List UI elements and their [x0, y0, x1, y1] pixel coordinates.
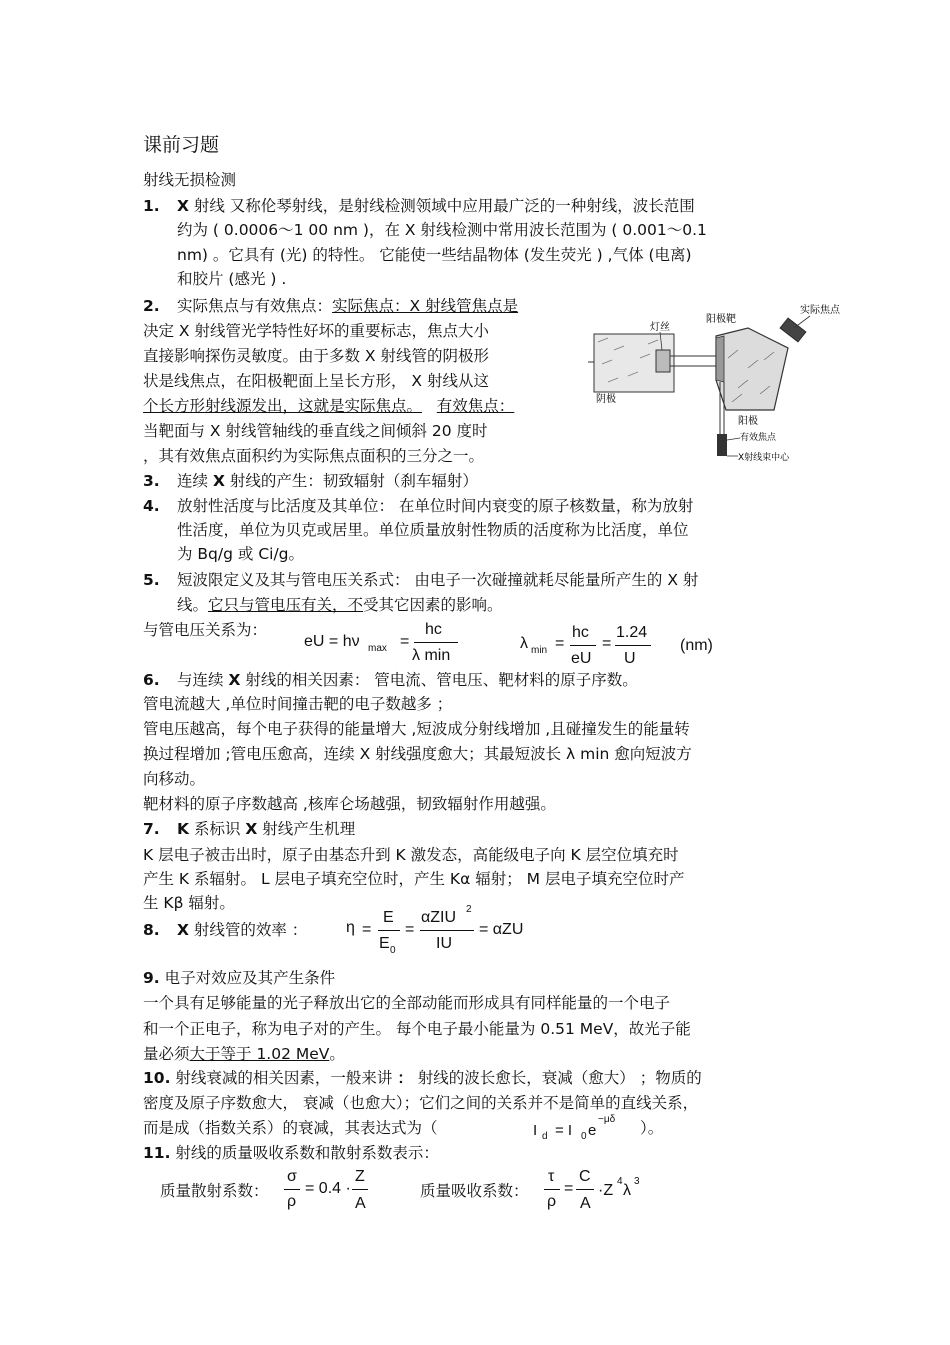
- q7-line-1: K 层电子被击出时，原子由基态升到 K 激发态，高能级电子向 K 层空位填充时: [143, 846, 679, 864]
- s-den: ρ: [287, 1193, 297, 1210]
- a-lambda: λ: [623, 1182, 631, 1199]
- f2-num2: 1.24: [616, 624, 648, 641]
- q10-I-sub: d: [542, 1131, 548, 1142]
- q9-title-line: [143, 968, 335, 988]
- f2-den2: U: [624, 650, 636, 667]
- f2-den1: eU: [571, 650, 592, 667]
- label-anode-target: 阳极靶: [706, 314, 736, 325]
- a-den2: A: [580, 1195, 591, 1212]
- q5-line-2-c: 不: [347, 596, 364, 614]
- q7-k: K: [177, 820, 190, 838]
- q2-line-7: ，其有效焦点面积约为实际焦点面积的三分之一。: [143, 447, 485, 465]
- s-den2: A: [355, 1195, 366, 1212]
- q2-heading: 实际焦点与有效焦点：: [177, 297, 333, 315]
- a-eq: =: [564, 1180, 574, 1197]
- s-num: σ: [287, 1168, 297, 1185]
- q8-num2-sup: 2: [466, 904, 472, 915]
- q6-line-3: 管电压越高，每个电子获得的能量增大 ,短波成分射线增加 ,且碰撞发生的能量转: [143, 720, 690, 738]
- q7-title-b: 系标识: [189, 820, 246, 838]
- q9-line-3-b: 大于等于 1.02 MeV: [189, 1045, 330, 1063]
- q8-x: X: [177, 921, 189, 939]
- q8-eta: η: [346, 919, 355, 936]
- q1-line-4: 和胶片 (感光 ) .: [177, 270, 287, 288]
- q10-line-1-a: 射线衰减的相关因素，一般来讲: [170, 1069, 398, 1087]
- f1-lhs: eU = hν: [304, 633, 360, 650]
- q9-line-3-a: 量必须: [143, 1045, 190, 1063]
- q9-line-3-c: 。: [329, 1045, 345, 1063]
- f2-eq2: =: [602, 635, 612, 652]
- f2-lambda: λ: [520, 635, 528, 652]
- f2-num1: hc: [572, 624, 589, 641]
- q5-line-2-b: 它只与管电压有关，: [208, 596, 348, 614]
- q8-eq2: =: [405, 921, 415, 938]
- q7-x: X: [245, 820, 258, 838]
- q9-line-2: 和一个正电子，称为电子对的产生。 每个电子最小能量为 0.51 MeV，故光子能: [143, 1020, 691, 1038]
- q10-line-3-end: ）。: [640, 1119, 664, 1137]
- q10-line-1-c: 射线的波长愈长，衰减（愈大） ；物质的: [412, 1069, 702, 1087]
- f2-eq1: =: [555, 635, 565, 652]
- a-z: ·Z: [598, 1182, 614, 1199]
- q11-number: 11.: [143, 1144, 171, 1162]
- s-eq: = 0.4 ·: [305, 1180, 351, 1197]
- label-beam-center: X射线束中心: [738, 453, 790, 463]
- q11-title-line: [143, 1143, 439, 1163]
- q2-line-3: 直接影响探伤灵敏度。由于多数 X 射线管的阴极形: [143, 347, 489, 365]
- a-sup1: 4: [617, 1176, 623, 1187]
- q2-line-4: 状是线焦点，在阳极靶面上呈长方形， X 射线从这: [143, 372, 489, 390]
- q9-line-1: 一个具有足够能量的光子释放出它的全部动能而形成具有同样能量的一个电子: [143, 994, 671, 1012]
- q5-line-2-d: 受其它因素的影响。: [363, 596, 503, 614]
- a-sup2: 3: [634, 1176, 640, 1187]
- label-actual-focus: 实际焦点: [800, 305, 840, 316]
- q3-x: X: [212, 472, 225, 490]
- q8-den1-sub: 0: [390, 945, 396, 956]
- a-num: τ: [548, 1168, 555, 1185]
- s-num2: Z: [355, 1168, 365, 1185]
- q10-I: I: [533, 1122, 538, 1139]
- q2-actual-focus-term: 实际焦点：: [332, 297, 410, 315]
- q7-number: 7.: [143, 820, 160, 838]
- q6-line-5: 向移动。: [143, 770, 206, 788]
- q5-line-2: [177, 595, 503, 615]
- q2-line-5-text: 个长方形射线源发出，这就是实际焦点。: [143, 397, 423, 415]
- a-den: ρ: [547, 1193, 557, 1210]
- q2-line-2: 决定 X 射线管光学特性好坏的重要标志，焦点大小: [143, 322, 489, 340]
- q4-line-3: 为 Bq/g 或 Ci/g。: [177, 545, 305, 563]
- q10-exponent: −μδ: [598, 1114, 616, 1125]
- q8-eq3: = αZU: [479, 921, 524, 938]
- q6-x: X: [228, 671, 241, 689]
- q6-line-2: 管电流越大 ,单位时间撞击靶的电子数越多 ；: [143, 695, 453, 713]
- q6-line-6: 靶材料的原子序数越高 ,核库仑场越强，韧致辐射作用越强。: [143, 795, 556, 813]
- q10-number: 10.: [143, 1069, 171, 1087]
- a-num2: C: [579, 1168, 591, 1185]
- q4-line-2: 性活度，单位为贝克或居里。单位质量放射性物质的活度称为比活度，单位: [177, 521, 689, 539]
- q1-line-1-text: 射线 又称伦琴射线，是射线检测领域中应用最广泛的一种射线，波长范围: [188, 197, 695, 215]
- q2-line-5: [143, 396, 514, 416]
- q6-number: 6.: [143, 671, 160, 689]
- q10-line-3: 而是成（指数关系）的衰减，其表达式为（: [143, 1119, 438, 1137]
- q8-num2: αZIU: [421, 909, 457, 926]
- q1-x: X: [177, 197, 189, 215]
- q6-line-4: 换过程增加 ;管电压愈高，连续 X 射线强度愈大；其最短波长 λ min 愈向短波方: [143, 745, 692, 763]
- q2-number: 2.: [143, 297, 160, 315]
- q6-line-1: [177, 670, 638, 690]
- q8-text-b: 射线管的效率 ：: [188, 921, 308, 939]
- q8-den2: IU: [436, 935, 452, 952]
- q6-line-1-c: 射线的相关因素： 管电流、管电压、靶材料的原子序数。: [240, 671, 638, 689]
- q3-number: 3.: [143, 472, 160, 490]
- q8-number: 8.: [143, 921, 160, 939]
- q10-colon: ：: [397, 1069, 413, 1087]
- q5-line-1: 短波限定义及其与管电压关系式： 由电子一次碰撞就耗尽能量所产生的 X 射: [177, 571, 699, 589]
- f1-sub: max: [368, 643, 387, 654]
- q5-line-2-a: 线。: [177, 596, 209, 614]
- q1-line-3: nm) 。它具有 (光) 的特性。 它能使一些结晶物体 (发生荧光 ) ,气体 (电离): [177, 246, 692, 264]
- label-filament: 灯丝: [650, 322, 670, 333]
- label-anode: 阳极: [738, 416, 758, 427]
- q3-text: [177, 471, 478, 491]
- q1-line-1: [177, 196, 695, 216]
- q2-line-1: [177, 296, 518, 316]
- q11-title: 射线的质量吸收系数和散射系数表示：: [170, 1144, 439, 1162]
- q11-scatter-label: 质量散射系数：: [160, 1182, 269, 1200]
- q10-eq: = I: [555, 1122, 573, 1139]
- q3-text-a: 连续: [177, 472, 213, 490]
- label-effective-focus: 有效焦点: [740, 433, 777, 443]
- q2-effective-focus-term: 有效焦点：: [436, 397, 515, 415]
- q4-number: 4.: [143, 497, 160, 515]
- q7-line-3: 生 Kβ 辐射。: [143, 894, 235, 912]
- q10-e: e: [588, 1122, 597, 1139]
- f1-denominator: λ min: [412, 647, 451, 664]
- q5-number: 5.: [143, 571, 160, 589]
- q5-line-3: 与管电压关系为：: [143, 621, 268, 639]
- q10-line-1: [143, 1068, 702, 1088]
- q10-I0-sub: 0: [581, 1131, 587, 1142]
- q7-title-d: 射线产生机理: [257, 820, 356, 838]
- f2-sub: min: [531, 645, 548, 656]
- f1-numerator: hc: [425, 621, 442, 638]
- q9-title: 电子对效应及其产生条件: [159, 969, 336, 987]
- label-cathode: 阴极: [596, 394, 616, 405]
- q8-num1: E: [383, 909, 394, 926]
- q8-eq1: =: [362, 921, 372, 938]
- xray-tube-focus-diagram: [588, 298, 848, 468]
- q7-line-2: 产生 K 系辐射。 L 层电子填充空位时，产生 Kα 辐射； M 层电子填充空位时产: [143, 870, 685, 888]
- q8-den1: E: [379, 935, 390, 952]
- q9-line-3: [143, 1044, 345, 1064]
- q7-title: [177, 819, 355, 839]
- q1-line-2: 约为 ( 0.0006～1 00 nm )，在 X 射线检测中常用波长范围为 ( 0.001～0.1: [177, 221, 707, 239]
- f2-unit: (nm): [680, 637, 713, 654]
- q6-line-1-a: 与连续: [177, 671, 229, 689]
- q2-line-1-tail: X 射线管焦点是: [409, 297, 519, 315]
- q2-line-6: 当靶面与 X 射线管轴线的垂直线之间倾斜 20 度时: [143, 422, 488, 440]
- q10-line-2: 密度及原子序数愈大， 衰减（也愈大）；它们之间的关系并不是简单的直线关系，: [143, 1094, 699, 1112]
- q11-absorb-label: 质量吸收系数：: [420, 1182, 529, 1200]
- page-title: 课前习题: [143, 134, 220, 156]
- subtitle: 射线无损检测: [143, 171, 237, 189]
- q4-line-1: 放射性活度与比活度及其单位： 在单位时间内衰变的原子核数量，称为放射: [177, 497, 694, 515]
- q8-text: [177, 920, 307, 940]
- q1-number: 1.: [143, 197, 160, 215]
- f1-eq: =: [400, 633, 410, 650]
- q9-number: 9.: [143, 969, 160, 987]
- q3-text-c: 射线的产生：韧致辐射（刹车辐射）: [224, 472, 478, 490]
